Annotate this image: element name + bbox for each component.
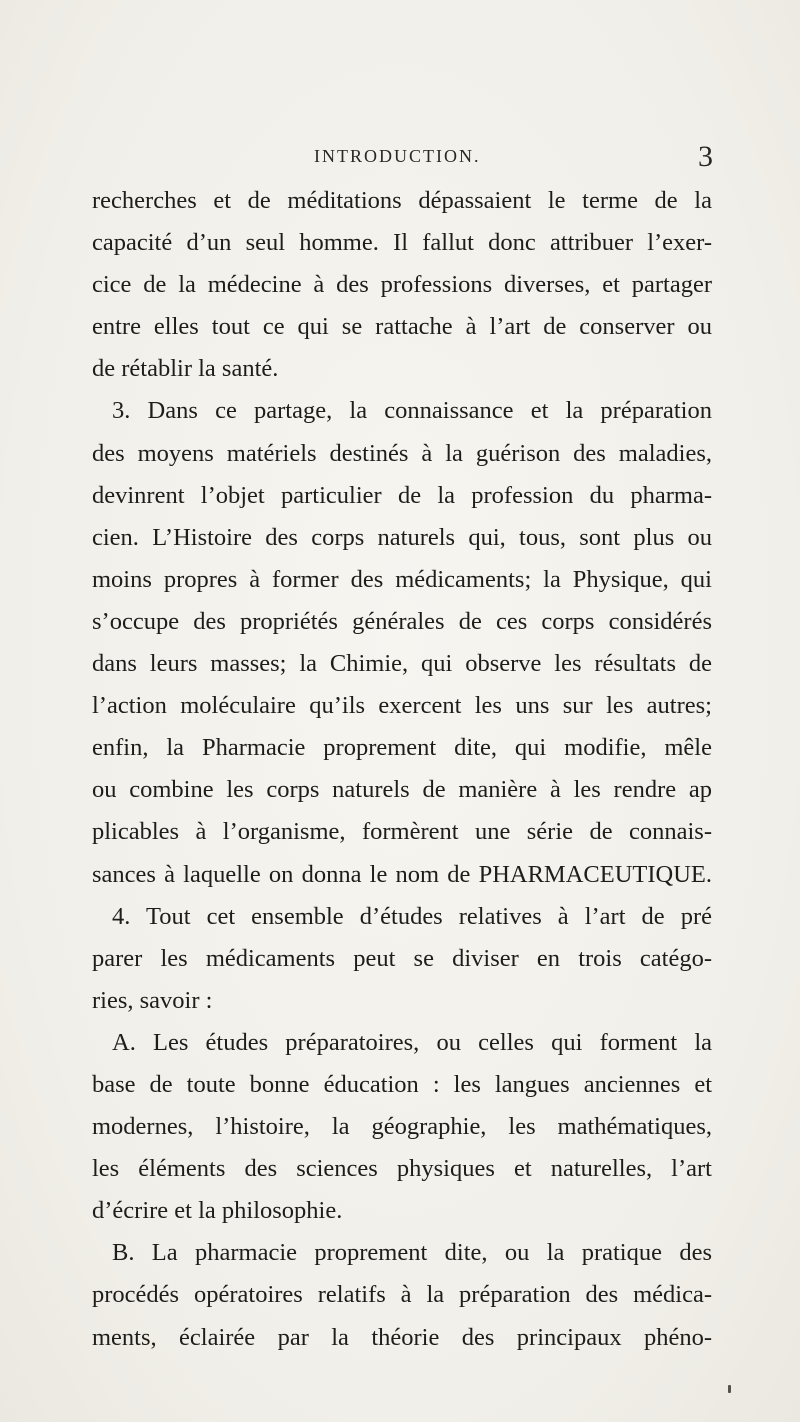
page-number: 3 [698,140,713,173]
text-line: ments, éclairée par la théorie des principaux phéno- [92,1323,712,1351]
text-line: s’occupe des propriétés générales de ces corps considérés [92,607,712,635]
text-line: de rétablir la santé. [92,355,279,383]
ink-speck [728,1385,731,1393]
text-line: modernes, l’histoire, la géographie, les mathématiques, [92,1113,712,1141]
text-line: d’écrire et la philosophie. [92,1197,343,1225]
paragraph-start-line: B. La pharmacie proprement dite, ou la pratique des [112,1239,712,1267]
text-line: procédés opératoires relatifs à la préparation des médica- [92,1281,712,1309]
body-text [92,180,712,1359]
text-line: base de toute bonne éducation : les langues anciennes et [92,1070,712,1098]
text-line: enfin, la Pharmacie proprement dite, qui modifie, mêle [92,734,712,762]
text-line: cien. L’Histoire des corps naturels qui, tous, sont plus ou [92,523,712,551]
text-line: les éléments des sciences physiques et naturelles, l’art [92,1155,712,1183]
text-line: capacité d’un seul homme. Il fallut donc attribuer l’exer- [92,229,712,257]
running-head: INTRODUCTION. [314,146,481,166]
text-line: entre elles tout ce qui se rattache à l’art de conserver ou [92,313,712,341]
text-line: parer les médicaments peut se diviser en trois catégo- [92,944,712,972]
text-line: recherches et de méditations dépassaient le terme de la [92,187,712,214]
text-line: sances à laquelle on donna le nom de PHARMACEUTIQUE. [92,860,712,888]
paragraph-start-line: A. Les études préparatoires, ou celles qui forment la [112,1028,712,1056]
text-line: des moyens matériels destinés à la guérison des maladies, [92,439,712,467]
text-line: plicables à l’organisme, formèrent une série de connais- [92,818,712,846]
text-line: devinrent l’objet particulier de la profession du pharma- [92,481,712,509]
paragraph-start-line: 3. Dans ce partage, la connaissance et la préparation [112,397,712,425]
paragraph-start-line: 4. Tout cet ensemble d’études relatives à l’art de pré [112,902,712,930]
text-line: dans leurs masses; la Chimie, qui observe les résultats de [92,650,712,678]
text-line: ou combine les corps naturels de manière à les rendre ap [92,776,712,804]
text-line: moins propres à former des médicaments; la Physique, qui [92,565,712,593]
text-line: cice de la médecine à des professions diverses, et partager [92,271,712,299]
text-line: ries, savoir : [92,986,213,1014]
text-line: l’action moléculaire qu’ils exercent les uns sur les autres; [92,692,712,720]
page-header [0,142,800,178]
